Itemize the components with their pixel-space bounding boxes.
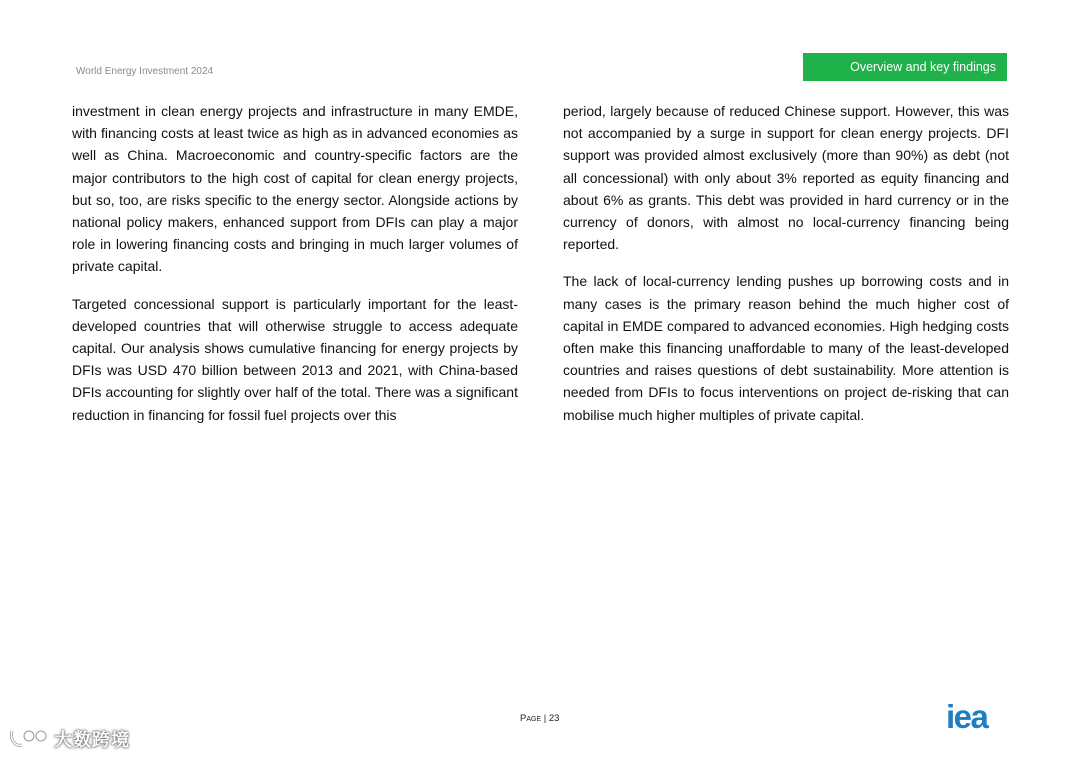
right-column <box>563 100 1009 441</box>
paragraph: Targeted concessional support is particularly important for the least-developed countries that will otherwise struggle to access adequate capital. Our analysis shows cumulative financing for energy projects by DFIs was USD 470 billion between 2013 and 2021, with China-based DFIs accounting for slightly over half of the total. There was a significant reduction in financing for fossil fuel projects over this <box>72 295 518 423</box>
page-number: Page | 23 <box>520 713 560 724</box>
paragraph: period, largely because of reduced Chinese support. However, this was not accompanied by a surge in support for clean energy projects. DFI support was provided almost exclusively (more than 90%) as debt (not all concessional) with only about 3% reported as equity financing and about 6% as grants. This debt was provided in hard currency or in the currency of donors, with almost no local-currency financing being reported. <box>563 103 1009 253</box>
iea-logo <box>946 702 1008 732</box>
paragraph: investment in clean energy projects and infrastructure in many EMDE, with financing costs at least twice as high as in advanced economies as well as China. Macroeconomic and country-specific factors are the major contributors to the high cost of capital for clean energy projects, but so, too, are risks specific to the energy sector. Alongside actions by national policy makers, enhanced support from DFIs can play a major role in lowering financing costs and bringing in much larger volumes of private capital. <box>72 103 518 275</box>
page-label: Page <box>520 713 542 724</box>
watermark-logo-icon <box>8 727 50 751</box>
page-number-value: 23 <box>548 713 560 724</box>
watermark <box>8 726 130 752</box>
watermark-text: 大数跨境 <box>54 730 130 750</box>
report-title: World Energy Investment 2024 <box>76 66 214 77</box>
paragraph: The lack of local-currency lending pushes up borrowing costs and in many cases is the primary reason behind the much higher cost of capital in EMDE compared to advanced economies. High hedging costs often make this financing unaffordable to many of the least-developed countries and raises questions of debt sustainability. More attention is needed from DFIs to focus interventions on project de-risking that can mobilise much higher multiples of private capital. <box>563 273 1009 423</box>
section-tag-label: Overview and key findings <box>850 60 996 74</box>
iea-logo-text: iea <box>946 702 988 732</box>
left-column <box>72 100 518 441</box>
section-tag <box>803 53 1007 81</box>
